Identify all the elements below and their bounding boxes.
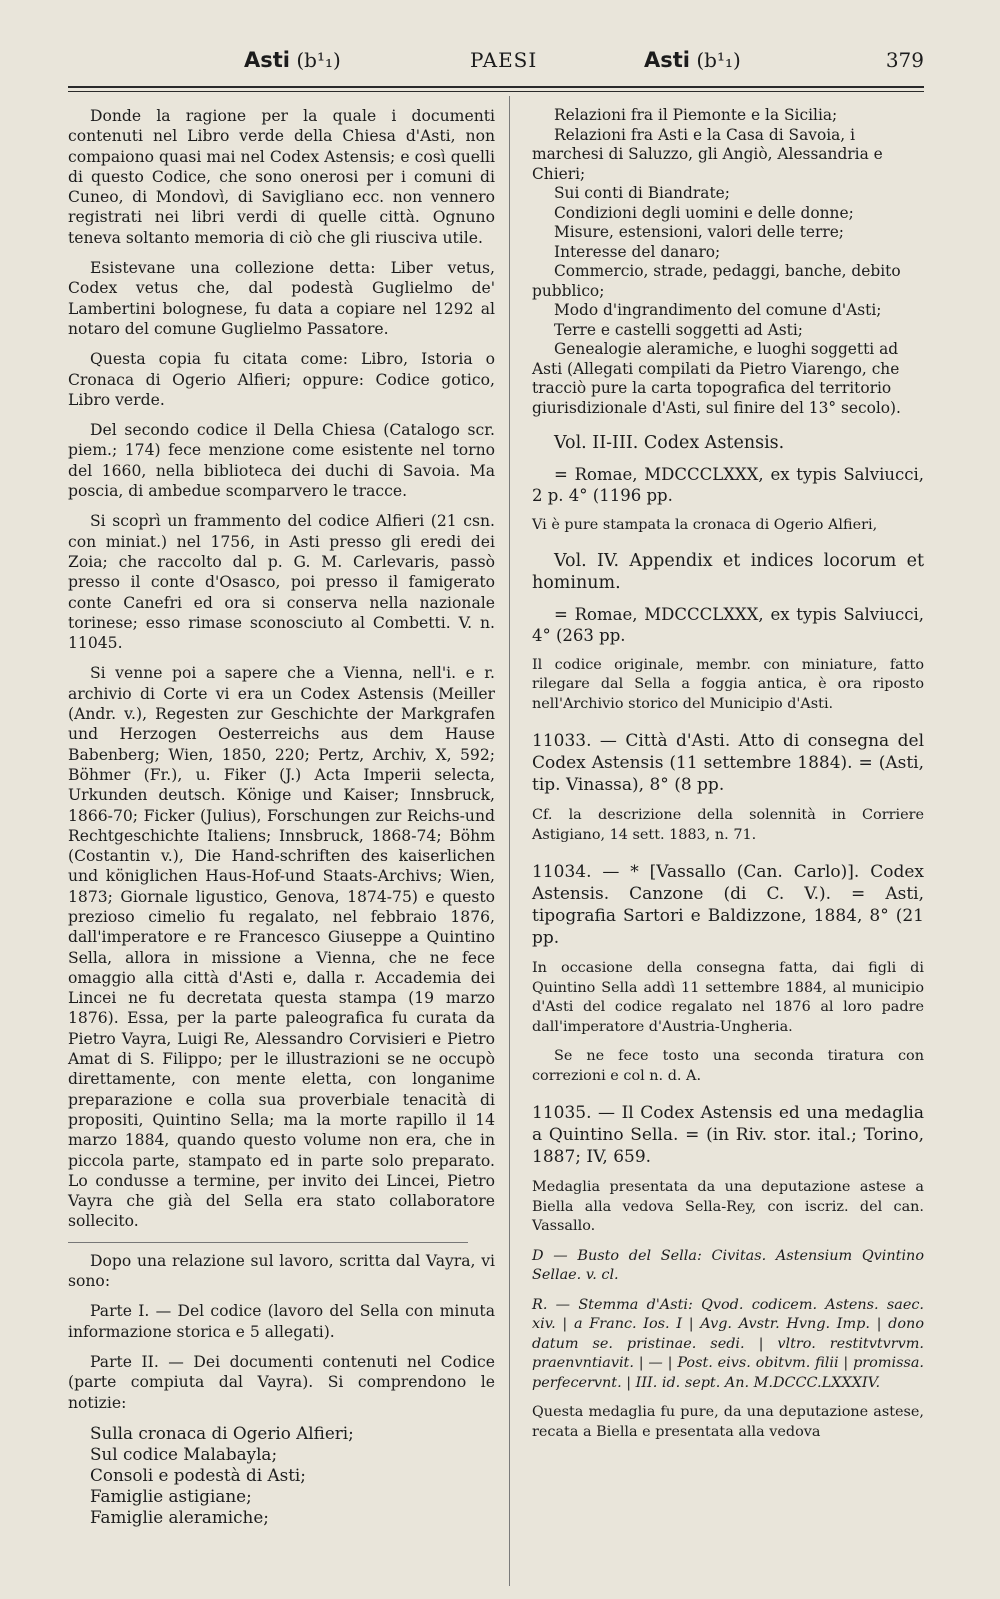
paragraph: Si venne poi a sapere che a Vienna, nell'i. e r. archivio di Corte vi era un Codex Astensis (Meiller (Andr. v.), Regesten zur Geschichte der Markgrafen und Herzogen Oesterreichs aus dem Hause Babenberg; Wien, 1850, 220; Pertz, Archiv, X, 592; Böhmer (Fr.), u. Fiker (J.) Acta Imperii selecta, Urkunden deutsch. Könige und Kaiser; Innsbruck, 1866-70; Ficker (Julius), Forschungen zur Reichs-und Rechtgeschichte Italiens; Innsbruck, 1868-74; Böhm (Costantin v.), Die Hand-schriften des kaiserlichen und königlichen Haus-Hof-und Staats-Archivs; Wien, 1873; Giornale ligustico, Genova, 1874-75) e questo prezioso cimelio fu regalato, nel febbraio 1876, dall'imperatore e re Francesco Giuseppe a Quintino Sella, allora in missione a Vienna, che ne fece omaggio alla città d'Asti e, dalla r. Accademia dei Lincei ne fu decretata questa stampa (19 marzo 1876). Essa, per la parte paleografica fu curata da Pietro Vayra, Luigi Re, Alessandro Corvisieri e Pietro Amat di S. Filippo; per le illustrazioni se ne occupò direttamente, con mente eletta, con longanime preparazione e colla sua proverbiale tenacità di propositi, Quintino Sella; ma la morte rapillo il 14 marzo 1884, quando questo volume non era, che in piccola parte, stampato ed in parte solo preparato. Lo condusse a termine, per invito dei Lincei, Pietro Vayra che già del Sella era stato collaboratore sollecito. — [68, 664, 495, 1231]
header-rule — [68, 86, 924, 88]
left-column — [68, 106, 495, 1528]
paragraph: Parte II. — Dei documenti contenuti nel Codice (parte compiuta dal Vayra). Si comprendono le notizie: — [68, 1352, 495, 1412]
list-item: Condizioni degli uomini e delle donne; — [554, 203, 854, 222]
header-right: Asti (b¹₁) — [644, 48, 741, 72]
medal-obverse: D — Busto del Sella: Civitas. Astensium Qvintino Sellae. v. cl. — [532, 1247, 924, 1283]
paragraph: Questa copia fu citata come: Libro, Istoria o Cronaca di Ogerio Alfieri; oppure: Codice gotico, Libro verde. — [68, 350, 495, 409]
list-item: Consoli e podestà di Asti; — [90, 1464, 306, 1485]
entry-note: Questa medaglia fu pure, da una deputazione astese, recata a Biella e presentata alla vedova — [532, 1404, 924, 1440]
paragraph: Si scoprì un frammento del codice Alfieri (21 csn. con miniat.) nel 1756, in Asti presso gli eredi dei Zoia; che raccolto dal p. G. M. Carlevaris, passò presso il conte d'Osasco, poi presso il famigerato conte Canefri ed ora si conserva nella nazionale torinese; esso rimase sconosciuto al Combetti. V. n. 11045. — [68, 512, 495, 653]
volume-note: Il codice originale, membr. con miniature, fatto rilegare dal Sella a foggia antica, è ora riposto nell'Archivio storico del Municipio d'Asti. — [532, 656, 924, 712]
list-item: Famiglie aleramiche; — [90, 1506, 269, 1527]
topic-list — [90, 1423, 495, 1528]
list-item: Interesse del danaro; — [554, 242, 721, 261]
paragraph: Donde la ragione per la quale i documenti contenuti nel Libro verde della Chiesa d'Asti, non compaiono quasi mai nel Codex Astensis; e così quelli di questo Codice, che sono onerosi per i comuni di Cuneo, di Mondovì, di Savigliano ecc. non vennero registrati nei libri verdi di quelle città. Ognuno teneva soltanto memoria di ciò che gli riusciva utile. — [68, 107, 495, 247]
list-item: Famiglie astigiane; — [90, 1485, 252, 1506]
volume-note: Vi è pure stampata la cronaca di Ogerio Alfieri, — [532, 517, 878, 533]
list-item: Relazioni fra il Piemonte e la Sicilia; — [554, 106, 838, 124]
list-item: Relazioni fra Asti e la Casa di Savoia, i marchesi di Saluzzo, gli Angiò, Alessandria e Chieri; — [532, 125, 883, 183]
separator — [68, 1242, 468, 1243]
list-item: Sul codice Malabayla; — [90, 1443, 278, 1464]
header-rule-thin — [68, 91, 924, 92]
volume-imprint: = Romae, MDCCCLXXX, ex typis Salviucci, 4° (263 pp. — [532, 604, 924, 645]
list-item: Commercio, strade, pedaggi, banche, debito pubblico; — [532, 262, 901, 300]
entry-11034: 11034. — * [Vassallo (Can. Carlo)]. Codex Astensis. Canzone (di C. V.). = Asti, tipografia Sartori e Baldizzone, 1884, 8° (21 pp. — [532, 862, 924, 948]
list-item: Sulla cronaca di Ogerio Alfieri; — [90, 1422, 354, 1443]
right-column — [532, 106, 924, 1452]
paragraph: Parte I. — Del codice (lavoro del Sella con minuta informazione storica e 5 allegati). — [68, 1302, 495, 1341]
entry-note: In occasione della consegna fatta, dai figli di Quintino Sella addì 11 settembre 1884, al municipio d'Asti del codice regalato nel 1876 al loro padre dall'imperatore d'Austria-Ungheria. — [532, 960, 924, 1035]
paragraph: Esistevane una collezione detta: Liber vetus, Codex vetus che, dal podestà Guglielmo de' Lambertini bolognese, fu data a copiare nel 1292 al notaro del comune Guglielmo Passatore. — [68, 259, 495, 338]
medal-reverse: R. — Stemma d'Asti: Qvod. codicem. Astens. saec. xiv. | a Franc. Ios. I | Avg. Avstr. Hvng. Imp. | dono datum se. pristinae. sedi. | vltro. restitvtvrvm. praenvntiavit. | — | Post. eivs. obitvm. filii | promissa. perfecervnt. | III. id. sept. An. M.DCCC.LXXXIV. — [532, 1296, 924, 1391]
header-section: PAESI — [470, 48, 538, 72]
paragraph: Del secondo codice il Della Chiesa (Catalogo scr. piem.; 174) fece menzione come esistente nel torno del 1660, nella biblioteca dei duchi di Savoia. Ma poscia, di ambedue scomparvero le tracce. — [68, 421, 495, 501]
volume-title: Vol. IV. Appendix et indices locorum et hominum. — [532, 550, 924, 593]
page-number: 379 — [885, 48, 924, 72]
entry-note: Se ne fece tosto una seconda tiratura con correzioni e col n. d. A. — [532, 1048, 924, 1084]
entry-11033: 11033. — Città d'Asti. Atto di consegna del Codex Astensis (11 settembre 1884). = (Asti, tip. Vinassa), 8° (8 pp. — [532, 731, 924, 795]
paragraph: Dopo una relazione sul lavoro, scritta dal Vayra, vi sono: — [68, 1251, 495, 1291]
volume-imprint: = Romae, MDCCCLXXX, ex typis Salviucci, 2 p. 4° (1196 pp. — [532, 465, 924, 505]
list-item: Terre e castelli soggetti ad Asti; — [554, 320, 803, 339]
entry-11035: 11035. — Il Codex Astensis ed una medaglia a Quintino Sella. = (in Riv. stor. ital.; Torino, 1887; IV, 659. — [532, 1103, 924, 1167]
volume-title: Vol. II-III. Codex Astensis. — [554, 433, 785, 453]
entry-note: Medaglia presentata da una deputazione astese a Biella alla vedova Sella-Rey, con iscriz. del can. Vassallo. — [532, 1179, 924, 1234]
running-header — [68, 44, 924, 80]
topic-list-continued — [532, 106, 924, 418]
list-item: Misure, estensioni, valori delle terre; — [554, 223, 844, 241]
header-left: Asti (b¹₁) — [244, 48, 341, 72]
column-divider — [509, 96, 510, 1586]
entry-note: Cf. la descrizione della solennità in Corriere Astigiano, 14 sett. 1883, n. 71. — [532, 807, 924, 843]
list-item: Sui conti di Biandrate; — [554, 184, 730, 202]
list-item: Genealogie aleramiche, e luoghi soggetti ad Asti (Allegati compilati da Pietro Viarengo, che tracciò pure la carta topografica del territorio giurisdizionale d'Asti, sul finire del 13° secolo). — [532, 340, 901, 417]
list-item: Modo d'ingrandimento del comune d'Asti; — [554, 301, 882, 319]
